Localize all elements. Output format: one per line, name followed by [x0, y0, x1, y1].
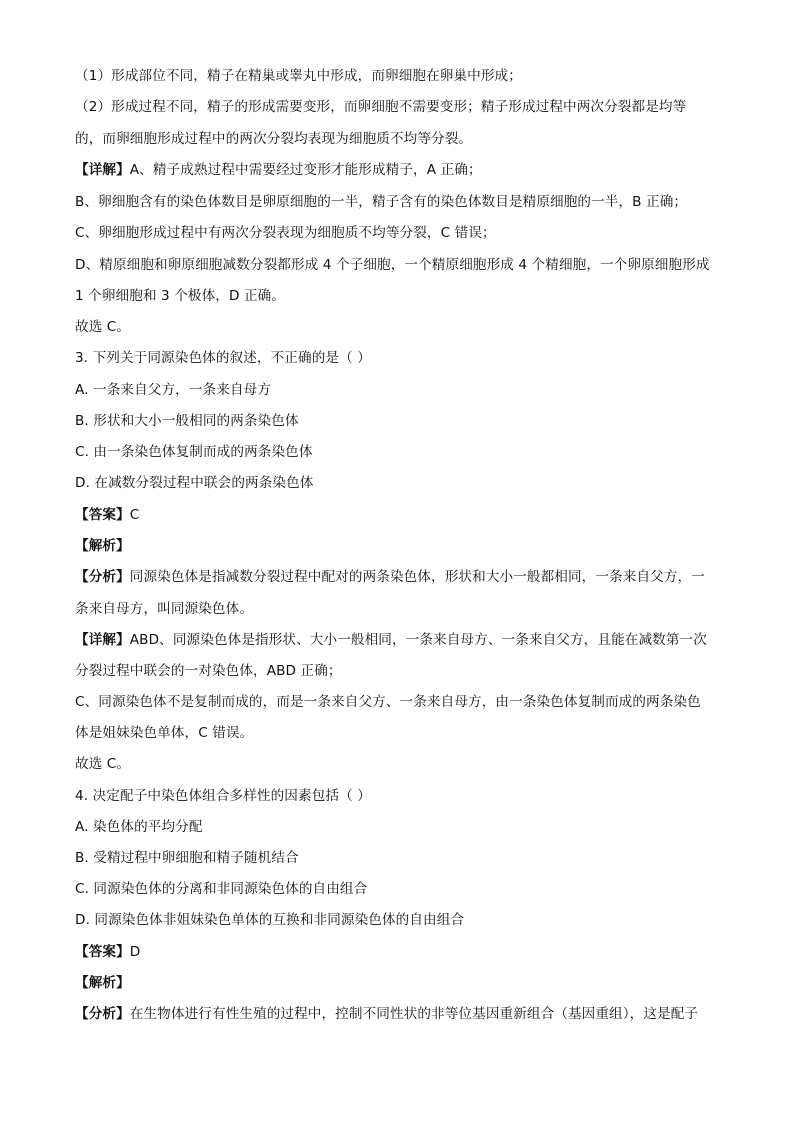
text-line	[75, 537, 725, 555]
text-line	[75, 568, 725, 586]
text-line	[75, 880, 725, 898]
line-text: D	[129, 944, 141, 960]
text-line	[75, 67, 725, 85]
section-tag: 【答案】	[75, 507, 130, 523]
line-text: 4. 决定配子中染色体组合多样性的因素包括（ ）	[75, 788, 371, 804]
line-text: 故选 C。	[75, 319, 131, 335]
section-tag: 【答案】	[75, 944, 130, 960]
line-text: 在生物体进行有性生殖的过程中，控制不同性状的非等位基因重新组合（基因重组），这是配子	[129, 1006, 699, 1022]
line-text: （1）形成部位不同，精子在精巢或睾丸中形成，而卵细胞在卵巢中形成；	[75, 68, 522, 84]
line-text: A. 染色体的平均分配	[75, 819, 203, 835]
line-text: 故选 C。	[75, 756, 131, 772]
text-line	[75, 724, 725, 742]
text-line	[75, 412, 725, 430]
line-text: 3. 下列关于同源染色体的叙述，不正确的是（ ）	[75, 350, 371, 366]
text-line	[75, 1005, 725, 1023]
text-line	[75, 287, 725, 305]
text-line	[75, 381, 725, 399]
line-text: 1 个卵细胞和 3 个极体，D 正确。	[75, 288, 286, 304]
line-text: 条来自母方，叫同源染色体。	[75, 601, 254, 617]
line-text: D. 在减数分裂过程中联会的两条染色体	[75, 475, 314, 491]
text-line	[75, 631, 725, 649]
line-text: C. 同源染色体的分离和非同源染色体的自由组合	[75, 881, 368, 897]
line-text: D. 同源染色体非姐妹染色单体的互换和非同源染色体的自由组合	[75, 912, 465, 928]
text-line	[75, 600, 725, 618]
line-text: A、精子成熟过程中需要经过变形才能形成精子，A 正确；	[129, 162, 482, 178]
text-line	[75, 755, 725, 773]
text-line	[75, 849, 725, 867]
text-line	[75, 443, 725, 461]
text-line	[75, 256, 725, 274]
line-text: C	[129, 507, 140, 523]
text-line	[75, 974, 725, 992]
text-line	[75, 662, 725, 680]
text-line	[75, 818, 725, 836]
text-line	[75, 161, 725, 179]
text-line	[75, 193, 725, 211]
line-text: C、卵细胞形成过程中有两次分裂表现为细胞质不均等分裂，C 错误；	[75, 225, 496, 241]
line-text: D、精原细胞和卵原细胞减数分裂都形成 4 个子细胞，一个精原细胞形成 4 个精细胞，一个卵原细胞形成	[75, 257, 710, 273]
text-line	[75, 693, 725, 711]
line-text: C、同源染色体不是复制而成的，而是一条来自父方、一条来自母方，由一条染色体复制而成的两条染色	[75, 694, 701, 710]
line-text: A. 一条来自父方，一条来自母方	[75, 382, 272, 398]
line-text: B、卵细胞含有的染色体数目是卵原细胞的一半，精子含有的染色体数目是精原细胞的一半，B 正确；	[75, 194, 688, 210]
text-line	[75, 318, 725, 336]
line-text: 分裂过程中联会的一对染色体，ABD 正确；	[75, 663, 342, 679]
text-line	[75, 130, 725, 148]
text-line	[75, 787, 725, 805]
text-line	[75, 98, 725, 116]
line-text: 同源染色体是指减数分裂过程中配对的两条染色体，形状和大小一般都相同，一条来自父方，一	[129, 569, 705, 585]
line-text: （2）形成过程不同，精子的形成需要变形，而卵细胞不需要变形；精子形成过程中两次分裂都是均等	[75, 99, 687, 115]
text-line	[75, 224, 725, 242]
section-tag: 【分析】	[75, 569, 130, 585]
line-text: B. 形状和大小一般相同的两条染色体	[75, 413, 299, 429]
text-line	[75, 474, 725, 492]
text-line	[75, 943, 725, 961]
text-line	[75, 506, 725, 524]
line-text: ABD、同源染色体是指形状、大小一般相同，一条来自母方、一条来自父方，且能在减数第一次	[129, 632, 707, 648]
section-tag: 【解析】	[75, 538, 130, 554]
section-tag: 【分析】	[75, 1006, 130, 1022]
section-tag: 【详解】	[75, 162, 130, 178]
line-text: B. 受精过程中卵细胞和精子随机结合	[75, 850, 299, 866]
line-text: 的，而卵细胞形成过程中的两次分裂均表现为细胞质不均等分裂。	[75, 131, 473, 147]
line-text: C. 由一条染色体复制而成的两条染色体	[75, 444, 313, 460]
section-tag: 【详解】	[75, 632, 130, 648]
section-tag: 【解析】	[75, 975, 130, 991]
line-text: 体是姐妹染色单体，C 错误。	[75, 725, 254, 741]
text-line	[75, 911, 725, 929]
text-line	[75, 349, 725, 367]
